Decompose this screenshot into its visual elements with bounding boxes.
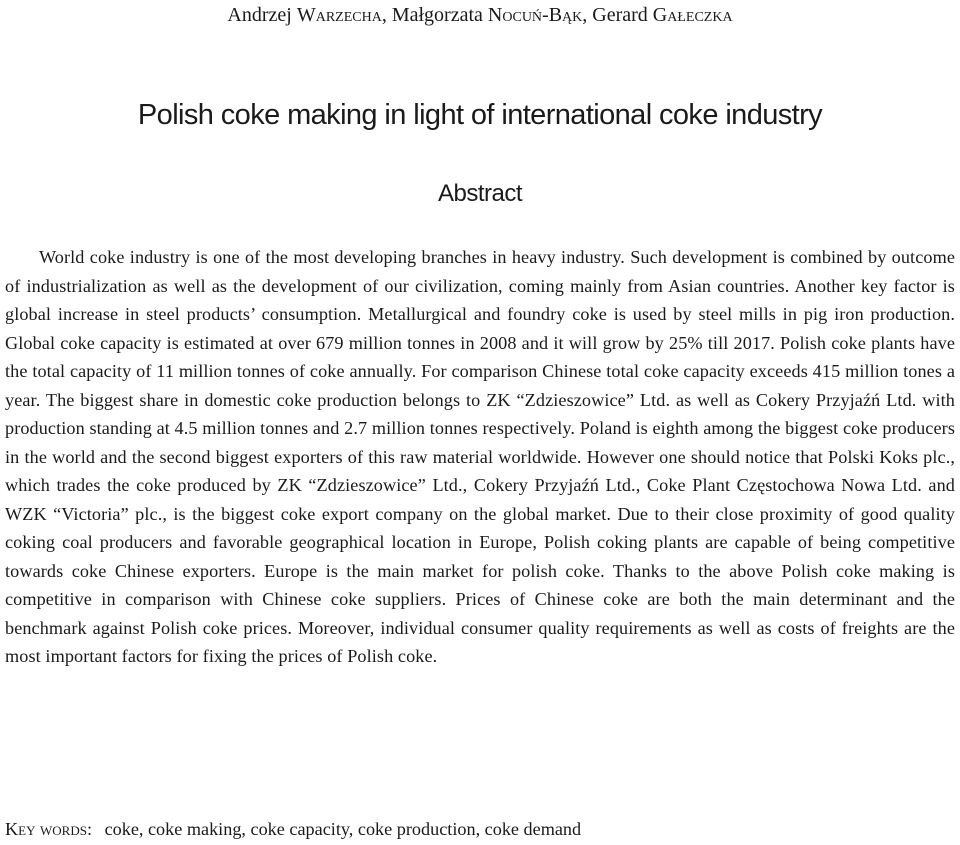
author-family-name: Nocuń-Bąk [487, 4, 583, 26]
author-given-name: Małgorzata [391, 4, 483, 26]
author-family-name: Warzecha [296, 4, 382, 26]
keywords-line [5, 816, 955, 842]
author-separator: , [582, 4, 588, 26]
author-list [0, 2, 960, 28]
abstract-body [5, 243, 955, 671]
author-given-name: Andrzej [227, 4, 292, 26]
paper-title: Polish coke making in light of international coke industry [137, 99, 823, 131]
author-given-name: Gerard [592, 4, 648, 26]
abstract-heading: Abstract [437, 180, 523, 207]
keywords-list: coke, coke making, coke capacity, coke production, coke demand [104, 819, 582, 839]
keywords-label: Key words: [5, 819, 93, 839]
author-separator: , [381, 4, 387, 26]
author-family-name: Gałeczka [652, 4, 733, 26]
abstract-paragraph: World coke industry is one of the most developing branches in heavy industry. Such development is combined by outcome of industrialization as well as the development of our civilization, coming mainly from Asian countries. Another key factor is global increase in steel products’ consumption. Metallurgical and foundry coke is used by steel mills in pig iron production. Global coke capacity is estimated at over 679 million tonnes in 2008 and it will grow by 25% till 2017. Polish coke plants have the total capacity of 11 million tonnes of coke annually. For comparison Chinese total coke capacity exceeds 415 million tones a year. The biggest share in domestic coke production belongs to ZK “Zdzieszowice” Ltd. as well as Cokery Przyjaźń Ltd. with production standing at 4.5 million tonnes and 2.7 million tonnes respectively. Poland is eighth among the biggest coke producers in the world and the second biggest exporters of this raw material worldwide. However one should notice that Polski Koks plc., which trades the coke produced by ZK “Zdzieszowice” Ltd., Cokery Przyjaźń Ltd., Coke Plant Częstochowa Nowa Ltd. and WZK “Victoria” plc., is the biggest coke export company on the global market. Due to their close proximity of good quality coking coal producers and favorable geographical location in Europe, Polish coking plants are capable of being competitive towards coke Chinese exporters. Europe is the main market for polish coke. Thanks to the above Polish coke making is competitive in comparison with Chinese coke suppliers. Prices of Chinese coke are both the main determinant and the benchmark against Polish coke prices. Moreover, individual consumer quality requirements as well as costs of freights are the most important factors for fixing the prices of Polish coke. [5, 247, 955, 666]
